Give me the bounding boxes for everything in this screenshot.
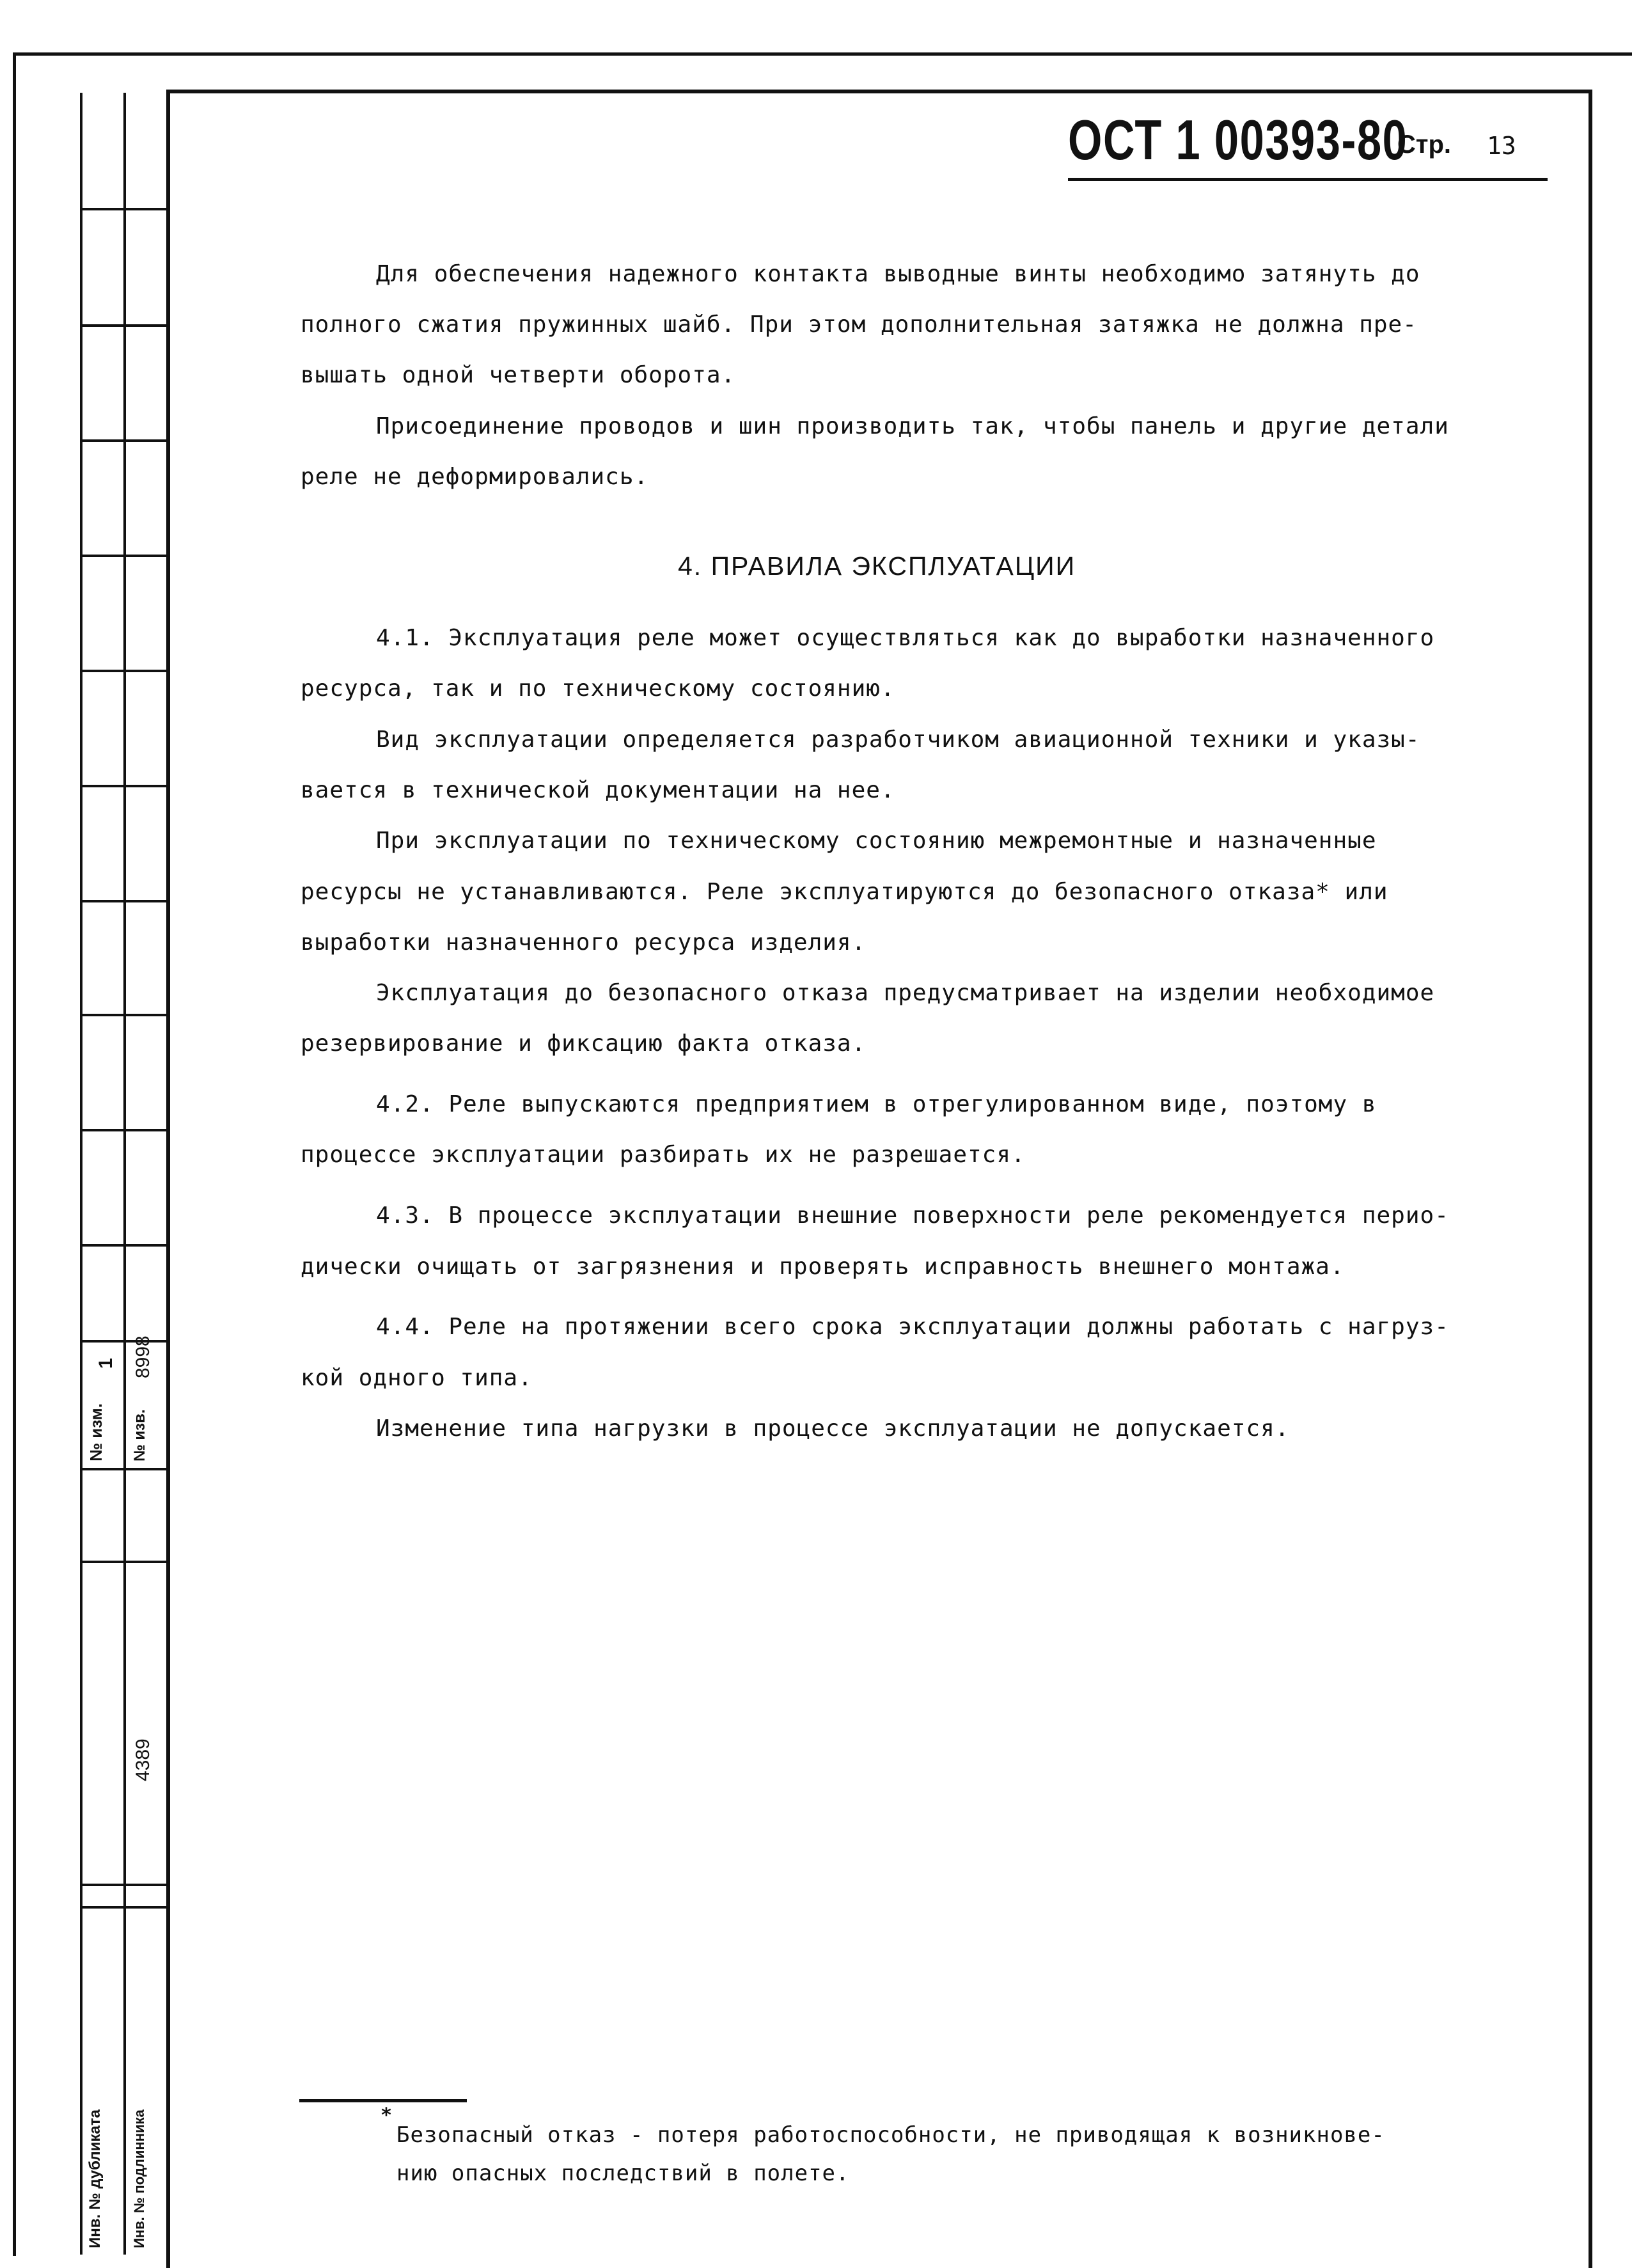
text-line: вышать одной четверти оборота.: [301, 362, 736, 388]
text-line: ресурса, так и по техническому состоянию.: [301, 675, 895, 702]
text-line: Изменение типа нагрузки в процессе эксплуатации не допускается.: [376, 1415, 1290, 1442]
side-column-line: [123, 93, 126, 2255]
text-line: резервирование и фиксацию факта отказа.: [301, 1030, 867, 1057]
text-line: кой одного типа.: [301, 1365, 533, 1391]
inv-duplicate-label: Инв. № дубликата: [86, 2109, 104, 2248]
page-number: 13: [1487, 132, 1516, 160]
change-number-value: 1: [95, 1358, 116, 1369]
side-row-line: [80, 324, 169, 327]
side-row-line: [80, 1561, 169, 1563]
side-row-line: [80, 1906, 169, 1909]
side-row-line: [80, 900, 169, 902]
side-row-line: [80, 1244, 169, 1247]
text-line: Для обеспечения надежного контакта выводные винты необходимо затянуть до: [376, 261, 1420, 287]
text-line: вается в технической документации на нее.: [301, 777, 895, 803]
side-row-line: [80, 1884, 169, 1886]
side-row-line: [80, 1129, 169, 1131]
footnote-rule: [299, 2099, 467, 2102]
text-line: выработки назначенного ресурса изделия.: [301, 929, 867, 956]
text-line: 4.2. Реле выпускаются предприятием в отрегулированном виде, поэтому в: [376, 1091, 1377, 1117]
document-code: ОСТ 1 00393-80: [1068, 108, 1408, 171]
page-label: Стр.: [1397, 130, 1452, 159]
text-line: полного сжатия пружинных шайб. При этом дополнительная затяжка не должна пре-: [301, 311, 1417, 338]
text-line: Вид эксплуатации определяется разработчиком авиационной техники и указы-: [376, 727, 1420, 753]
footnote-line: нию опасных последствий в полете.: [396, 2161, 850, 2186]
text-line: реле не деформировались.: [301, 464, 649, 490]
side-row-line: [80, 1340, 169, 1343]
text-line: Эксплуатация до безопасного отказа предусматривает на изделии необходимое: [376, 980, 1435, 1006]
inv-original-label: Инв. № подлинника: [131, 2109, 147, 2248]
document-header: [1068, 107, 1548, 181]
side-row-line: [80, 208, 169, 210]
text-line: При эксплуатации по техническому состоянию межремонтные и назначенные: [376, 828, 1377, 854]
side-row-line: [80, 785, 169, 787]
section-title: 4. ПРАВИЛА ЭКСПЛУАТАЦИИ: [678, 551, 1076, 581]
text-line: ресурсы не устанавливаются. Реле эксплуатируются до безопасного отказа* или: [301, 879, 1388, 905]
inv-original-value: 4389: [132, 1738, 153, 1781]
text-line: 4.3. В процессе эксплуатации внешние поверхности реле рекомендуется перио-: [376, 1202, 1449, 1229]
text-line: Присоединение проводов и шин производить так, чтобы панель и другие детали: [376, 413, 1449, 439]
side-row-line: [80, 670, 169, 672]
notice-number-value: 8998: [132, 1335, 153, 1378]
notice-number-label: № изв.: [131, 1409, 148, 1461]
side-column-line: [80, 93, 82, 2255]
side-row-line: [80, 1014, 169, 1016]
change-number-label: № изм.: [86, 1403, 106, 1461]
text-line: 4.4. Реле на протяжении всего срока эксплуатации должны работать с нагруз-: [376, 1314, 1449, 1340]
side-stamp-table: [80, 93, 169, 2255]
side-row-line: [80, 555, 169, 557]
text-line: процессе эксплуатации разбирать их не разрешается.: [301, 1142, 1026, 1168]
side-row-line: [80, 439, 169, 442]
side-row-line: [80, 1468, 169, 1470]
footnote-line: Безопасный отказ - потеря работоспособности, не приводящая к возникнове-: [396, 2122, 1385, 2148]
text-line: 4.1. Эксплуатация реле может осуществляться как до выработки назначенного: [376, 625, 1435, 651]
footnote-mark: *: [381, 2104, 393, 2127]
text-line: дически очищать от загрязнения и проверять исправность внешнего монтажа.: [301, 1254, 1345, 1280]
